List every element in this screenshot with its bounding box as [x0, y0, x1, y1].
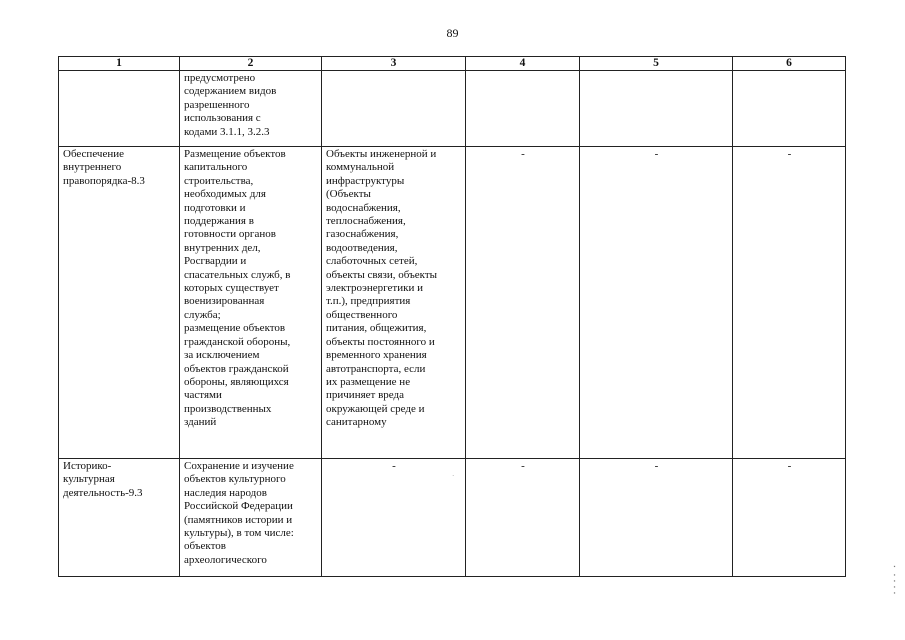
table-cell-description: предусмотрено содержанием видов разрешенного использования с кодами 3.1.1, 3.2.3 — [180, 71, 322, 147]
column-header-3: 3 — [322, 57, 466, 71]
table-cell-auxiliary — [322, 71, 466, 147]
table-cell-col5: - — [580, 459, 733, 577]
column-header-4: 4 — [466, 57, 580, 71]
table-cell-auxiliary: Объекты инженерной и коммунальной инфраструктуры (Объекты водоснабжения, теплоснабжения, газоснабжения, водоотведения, слаботочных сетей, объекты связи, объекты электроэнергетики и т.п.), предприятия общественного питания, общежития, объекты постоянного и временного хранения автотранспорта, если их размещение не причиняет вреда окружающей среде и санитарному — [322, 147, 466, 459]
column-header-1: 1 — [59, 57, 180, 71]
table-cell-col6: - — [733, 147, 846, 459]
table-cell-use-type — [59, 71, 180, 147]
table-cell-col4: - — [466, 459, 580, 577]
margin-scan-mark: ▪ ▪▪▪▪ — [892, 565, 897, 598]
table-cell-col6 — [733, 71, 846, 147]
table-header-row — [59, 57, 846, 71]
table-row — [59, 147, 846, 459]
column-header-6: 6 — [733, 57, 846, 71]
table-cell-col6: - — [733, 459, 846, 577]
table-cell-use-type: Обеспечение внутреннего правопорядка-8.3 — [59, 147, 180, 459]
zoning-table — [58, 56, 846, 577]
table-cell-description: Сохранение и изучение объектов культурного наследия народов Российской Федерации (памятников истории и культуры), в том числе: объектов археологического — [180, 459, 322, 577]
table-cell-use-type: Историко- культурная деятельность-9.3 — [59, 459, 180, 577]
table-cell-auxiliary: - — [322, 459, 466, 577]
column-header-2: 2 — [180, 57, 322, 71]
column-header-5: 5 — [580, 57, 733, 71]
table-cell-col4 — [466, 71, 580, 147]
table-row — [59, 71, 846, 147]
scan-speck: · — [452, 472, 455, 480]
page-number: 89 — [446, 26, 459, 40]
table-cell-col5: - — [580, 147, 733, 459]
table-cell-col4: - — [466, 147, 580, 459]
table-cell-col5 — [580, 71, 733, 147]
table-cell-description: Размещение объектов капитального строительства, необходимых для подготовки и поддержания в готовности органов внутренних дел, Росгвардии и спасательных служб, в которых существует военизированная служба; размещение объектов гражданской обороны, за исключением объектов гражданской обороны, являющихся частями производственных зданий — [180, 147, 322, 459]
